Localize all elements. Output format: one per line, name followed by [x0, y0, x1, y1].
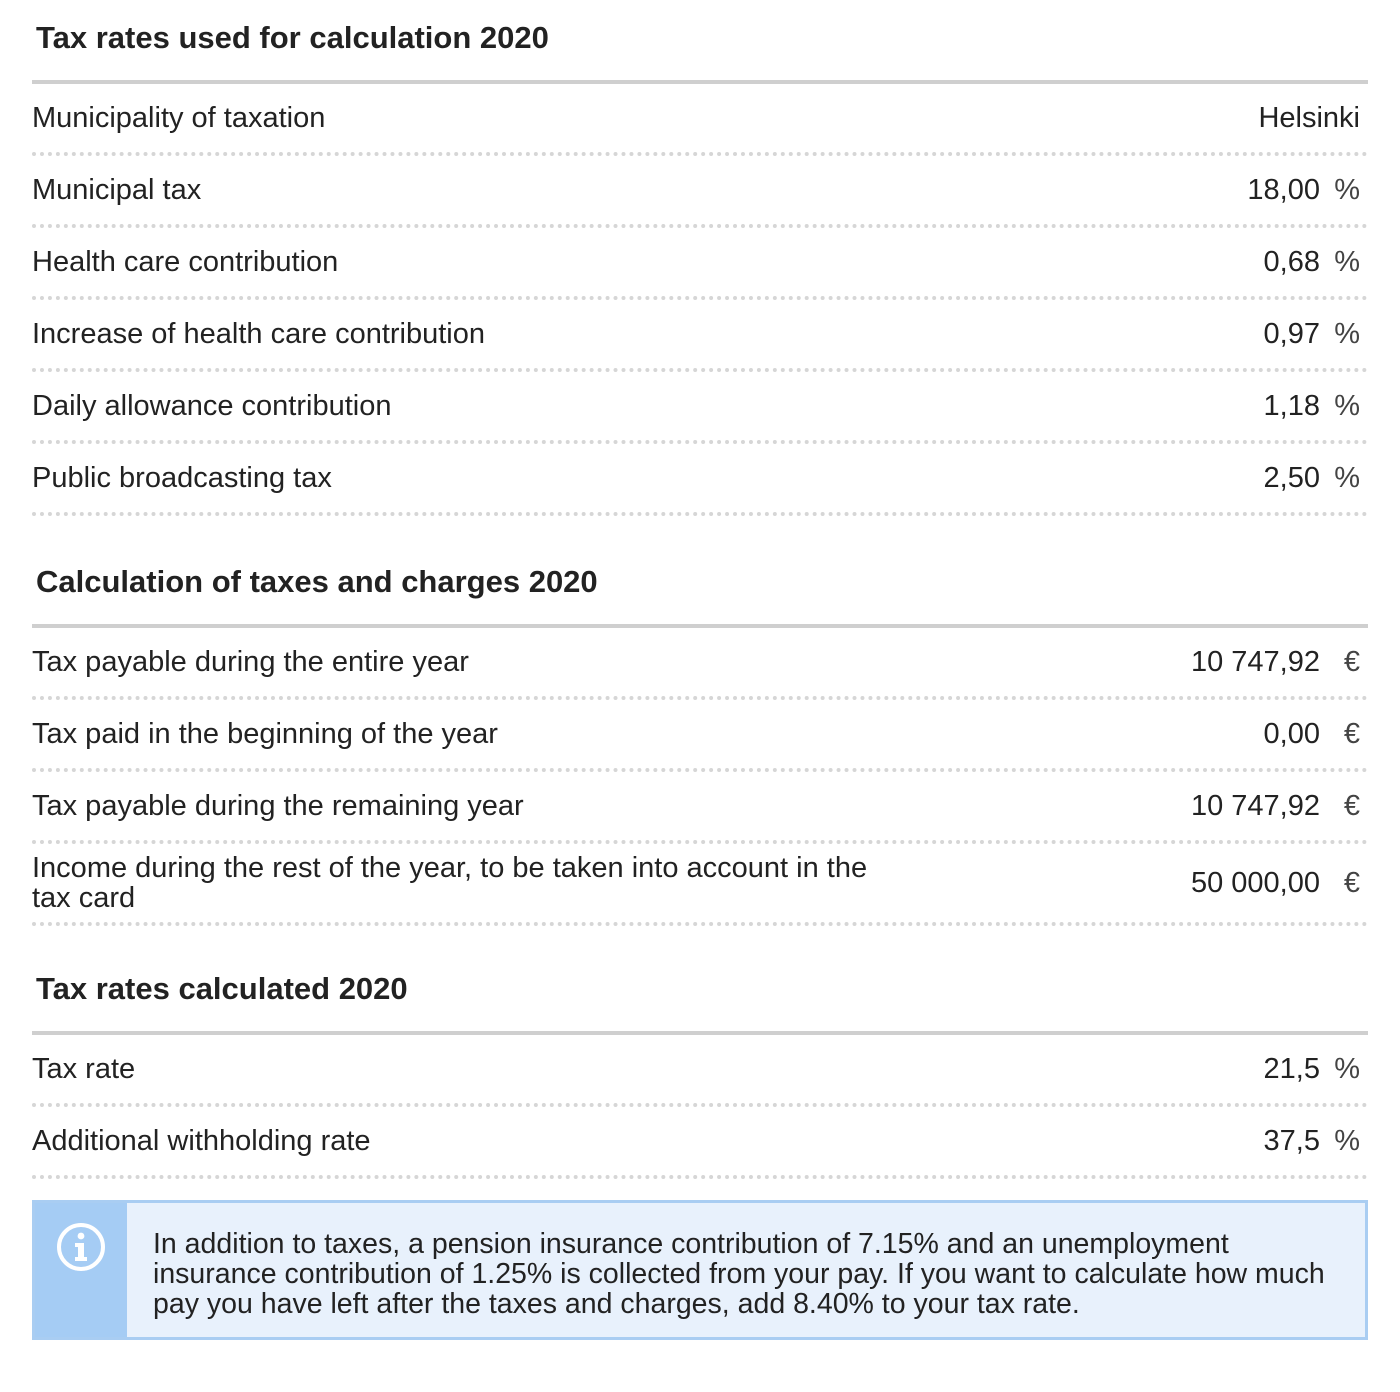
- row-label: Tax payable during the remaining year: [32, 790, 524, 822]
- value-number: 18,00: [1247, 173, 1320, 206]
- row-additional-withholding: [32, 1107, 1368, 1179]
- value-unit: %: [1334, 461, 1360, 494]
- value-unit: %: [1334, 1124, 1360, 1157]
- row-tax-rate: [32, 1035, 1368, 1107]
- row-public-broadcasting: [32, 444, 1368, 516]
- section-calculation-of-taxes: [32, 544, 1368, 926]
- info-icon: [55, 1221, 107, 1273]
- section-title: Tax rates calculated 2020: [32, 951, 1368, 1035]
- row-municipal-tax: [32, 156, 1368, 228]
- value-unit: %: [1334, 1052, 1360, 1085]
- section-title: Tax rates used for calculation 2020: [32, 0, 1368, 84]
- value-unit: %: [1334, 317, 1360, 350]
- value-unit: %: [1334, 389, 1360, 422]
- row-value: [1264, 718, 1368, 751]
- row-value: [1258, 102, 1368, 135]
- row-value: [1264, 318, 1368, 351]
- value-unit: €: [1343, 789, 1360, 822]
- row-label: Municipality of taxation: [32, 102, 326, 134]
- section-title: Calculation of taxes and charges 2020: [32, 544, 1368, 628]
- value-number: 10 747,92: [1190, 645, 1320, 678]
- section-tax-rates-calculated: [32, 951, 1368, 1179]
- value-number: 0,97: [1263, 317, 1320, 350]
- value-unit: %: [1334, 245, 1360, 278]
- row-health-care-contribution: [32, 228, 1368, 300]
- row-value: [1191, 867, 1368, 900]
- info-text: In addition to taxes, a pension insurance contribution of 7.15% and an unemployment insurance contribution of 1.25% is collected from your pay. If you want to calculate how much pay you have left after the taxes and charges, add 8.40% to your tax rate.: [153, 1228, 1325, 1320]
- value-unit: €: [1343, 717, 1360, 750]
- row-value: [1264, 462, 1368, 495]
- value-unit: €: [1343, 645, 1360, 678]
- row-value: [1264, 390, 1368, 423]
- row-label: Tax paid in the beginning of the year: [32, 718, 498, 750]
- row-label: Daily allowance contribution: [32, 390, 392, 422]
- section-tax-rates-used: [32, 0, 1368, 516]
- row-municipality: [32, 84, 1368, 156]
- row-value: [1264, 1125, 1368, 1158]
- row-label: Additional withholding rate: [32, 1125, 371, 1157]
- row-value: [1191, 790, 1368, 823]
- info-sidebar: [35, 1203, 127, 1337]
- row-label: Tax payable during the entire year: [32, 646, 469, 678]
- row-increase-health-care: [32, 300, 1368, 372]
- row-income-rest-of-year: [32, 844, 1368, 926]
- value-number: 21,5: [1263, 1052, 1320, 1085]
- row-label: Health care contribution: [32, 246, 339, 278]
- value-number: 2,50: [1263, 461, 1320, 494]
- value-text: Helsinki: [1258, 101, 1360, 134]
- row-tax-payable-remaining: [32, 772, 1368, 844]
- row-label: Increase of health care contribution: [32, 318, 485, 350]
- row-tax-paid-beginning: [32, 700, 1368, 772]
- row-label: Municipal tax: [32, 174, 202, 206]
- value-number: 10 747,92: [1190, 789, 1320, 822]
- row-label: Public broadcasting tax: [32, 462, 332, 494]
- row-label: Tax rate: [32, 1053, 136, 1085]
- row-value: [1264, 1053, 1368, 1086]
- row-value: [1191, 646, 1368, 679]
- row-value: [1247, 174, 1368, 207]
- row-tax-payable-entire-year: [32, 628, 1368, 700]
- value-number: 1,18: [1263, 389, 1320, 422]
- info-notice: [32, 1200, 1368, 1340]
- value-unit: €: [1343, 866, 1360, 899]
- value-number: 37,5: [1263, 1124, 1320, 1157]
- value-number: 0,00: [1263, 717, 1320, 750]
- row-value: [1264, 246, 1368, 279]
- value-number: 0,68: [1263, 245, 1320, 278]
- row-daily-allowance: [32, 372, 1368, 444]
- row-label: Income during the rest of the year, to be taken into account in the tax card: [32, 852, 868, 914]
- value-number: 50 000,00: [1190, 866, 1320, 899]
- value-unit: %: [1334, 173, 1360, 206]
